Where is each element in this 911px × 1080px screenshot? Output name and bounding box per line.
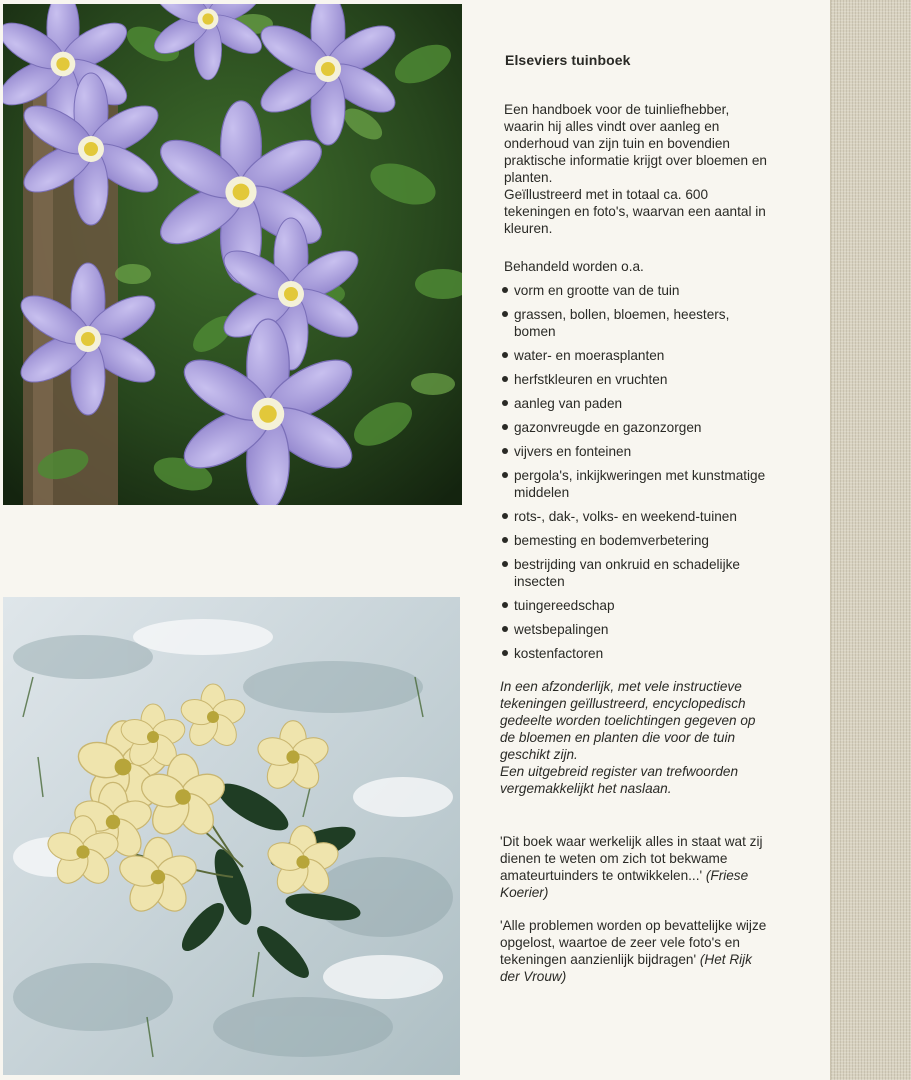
topic-item <box>500 306 772 340</box>
topic-label: bestrijding van onkruid en schadelijke insecten <box>514 557 740 589</box>
intro-text <box>504 101 772 237</box>
topics-list <box>500 282 772 662</box>
review-quote <box>500 833 772 901</box>
topic-label: herfstkleuren en vruchten <box>514 372 668 387</box>
topic-item <box>500 347 772 364</box>
topic-label: grassen, bollen, bloemen, heesters, bomen <box>514 307 730 339</box>
topic-item <box>500 419 772 436</box>
bullet-icon <box>502 650 508 656</box>
topic-item <box>500 556 772 590</box>
hellebore-photo <box>3 597 460 1075</box>
topic-item <box>500 621 772 638</box>
bullet-icon <box>502 352 508 358</box>
clematis-photo <box>3 4 462 505</box>
bullet-icon <box>502 537 508 543</box>
topic-label: tuingereedschap <box>514 598 615 613</box>
bullet-icon <box>502 626 508 632</box>
topic-item <box>500 645 772 662</box>
encyclopedia-paragraph: In een afzonderlijk, met vele instructieve tekeningen geïllustreerd, encyclopedisch gedeelte worden toelichtingen gegeven op de bloemen en planten die voor de tuin geschikt zijn. <box>500 679 756 762</box>
topic-label: wetsbepalingen <box>514 622 609 637</box>
topic-label: kostenfactoren <box>514 646 604 661</box>
cloth-spine <box>830 0 911 1080</box>
quote-source: (Het Rijk der Vrouw) <box>500 952 752 984</box>
topic-label: gazonvreugde en gazonzorgen <box>514 420 702 435</box>
encyclopedia-paragraph: Een uitgebreid register van trefwoorden vergemakkelijkt het naslaan. <box>500 764 739 796</box>
intro-paragraph: Geïllustreerd met in totaal ca. 600 tekeningen en foto's, waarvan een aantal in kleuren. <box>504 187 766 236</box>
topic-item <box>500 282 772 299</box>
bullet-icon <box>502 287 508 293</box>
quote-source: (Friese Koerier) <box>500 868 749 900</box>
topic-item <box>500 532 772 549</box>
topic-label: rots-, dak-, volks- en weekend-tuinen <box>514 509 737 524</box>
bullet-icon <box>502 513 508 519</box>
topic-label: vorm en grootte van de tuin <box>514 283 680 298</box>
topic-item <box>500 443 772 460</box>
topic-item <box>500 371 772 388</box>
bullet-icon <box>502 311 508 317</box>
bullet-icon <box>502 400 508 406</box>
topic-label: bemesting en bodemverbetering <box>514 533 709 548</box>
bullet-icon <box>502 424 508 430</box>
bullet-icon <box>502 561 508 567</box>
book-title: Elseviers tuinboek <box>505 52 631 68</box>
quote-text: 'Alle problemen worden op bevattelijke wijze opgelost, waartoe de zeer vele foto's en tekeningen aanzienlijk bijdragen' <box>500 918 767 967</box>
bullet-icon <box>502 448 508 454</box>
bullet-icon <box>502 472 508 478</box>
bullet-icon <box>502 376 508 382</box>
bullet-icon <box>502 602 508 608</box>
topic-item <box>500 467 772 501</box>
intro-paragraph: Een handboek voor de tuinliefhebber, waarin hij alles vindt over aanleg en onderhoud van zijn tuin en bovendien praktische informatie krijgt over bloemen en planten. <box>504 102 767 185</box>
quote-text: 'Dit boek waar werkelijk alles in staat wat zij dienen te weten om zich tot bekwame amateurtuinders te ontwikkelen...' <box>500 834 763 883</box>
topics-lead: Behandeld worden o.a. <box>504 259 644 274</box>
topic-item <box>500 508 772 525</box>
review-quote <box>500 917 772 985</box>
topic-item <box>500 395 772 412</box>
topic-label: water- en moerasplanten <box>514 348 665 363</box>
topic-label: aanleg van paden <box>514 396 623 411</box>
topic-label: pergola's, inkijkweringen met kunstmatige middelen <box>514 468 766 500</box>
topic-item <box>500 597 772 614</box>
blurb-column <box>500 52 772 1001</box>
encyclopedia-note <box>500 678 772 797</box>
topic-label: vijvers en fonteinen <box>514 444 632 459</box>
